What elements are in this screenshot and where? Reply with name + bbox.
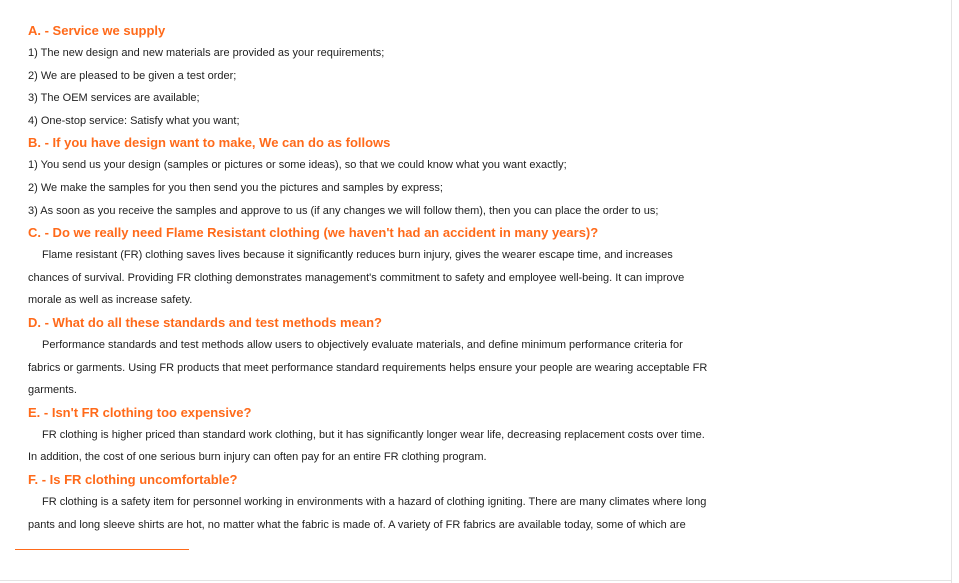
orange-divider xyxy=(15,549,189,550)
section-c-heading: C. - Do we really need Flame Resistant clothing (we haven't had an accident in many years)? xyxy=(28,225,599,241)
section-c-line-1: Flame resistant (FR) clothing saves lives because it significantly reduces burn injury, gives the wearer escape time, and increases xyxy=(42,249,673,262)
section-e-line-2: In addition, the cost of one serious burn injury can often pay for an entire FR clothing program. xyxy=(28,451,487,464)
section-b-line-3: 3) As soon as you receive the samples and approve to us (if any changes we will follow them), then you can place the order to us; xyxy=(28,204,659,217)
section-a-line-4: 4) One-stop service: Satisfy what you want; xyxy=(28,114,240,127)
section-a-line-2: 2) We are pleased to be given a test order; xyxy=(28,69,237,82)
section-d-line-3: garments. xyxy=(28,384,77,397)
faq-content xyxy=(28,20,928,536)
section-e-heading: E. - Isn't FR clothing too expensive? xyxy=(28,404,252,420)
section-d-line-2: fabrics or garments. Using FR products that meet performance standard requirements helps ensure your people are wearing acceptable FR xyxy=(28,361,708,374)
section-f-line-1: FR clothing is a safety item for personnel working in environments with a hazard of clothing igniting. There are many climates where long xyxy=(42,495,707,508)
section-a-line-1: 1) The new design and new materials are provided as your requirements; xyxy=(28,47,385,59)
section-f-line-2: pants and long sleeve shirts are hot, no matter what the fabric is made of. A variety of FR fabrics are available today, some of which are xyxy=(28,518,686,531)
section-e-line-1: FR clothing is higher priced than standard work clothing, but it has significantly longer wear life, decreasing replacement costs over time. xyxy=(42,428,705,441)
section-a-heading: A. - Service we supply xyxy=(28,23,166,38)
frame-border-bottom xyxy=(0,580,952,581)
section-d-line-1: Performance standards and test methods allow users to objectively evaluate materials, and define minimum performance criteria for xyxy=(42,338,683,351)
section-d-heading: D. - What do all these standards and test methods mean? xyxy=(28,314,382,330)
section-b-line-2: 2) We make the samples for you then send you the pictures and samples by express; xyxy=(28,181,443,194)
section-f-heading: F. - Is FR clothing uncomfortable? xyxy=(28,471,238,487)
frame-border-right xyxy=(951,0,952,583)
section-a-line-3: 3) The OEM services are available; xyxy=(28,92,200,105)
section-b-heading: B. - If you have design want to make, We can do as follows xyxy=(28,135,391,151)
section-c-line-3: morale as well as increase safety. xyxy=(28,294,193,307)
section-c-line-2: chances of survival. Providing FR clothing demonstrates management's commitment to safety and employee well-being. It can improve xyxy=(28,271,685,284)
section-b-line-1: 1) You send us your design (samples or pictures or some ideas), so that we could know what you want exactly; xyxy=(28,159,567,172)
